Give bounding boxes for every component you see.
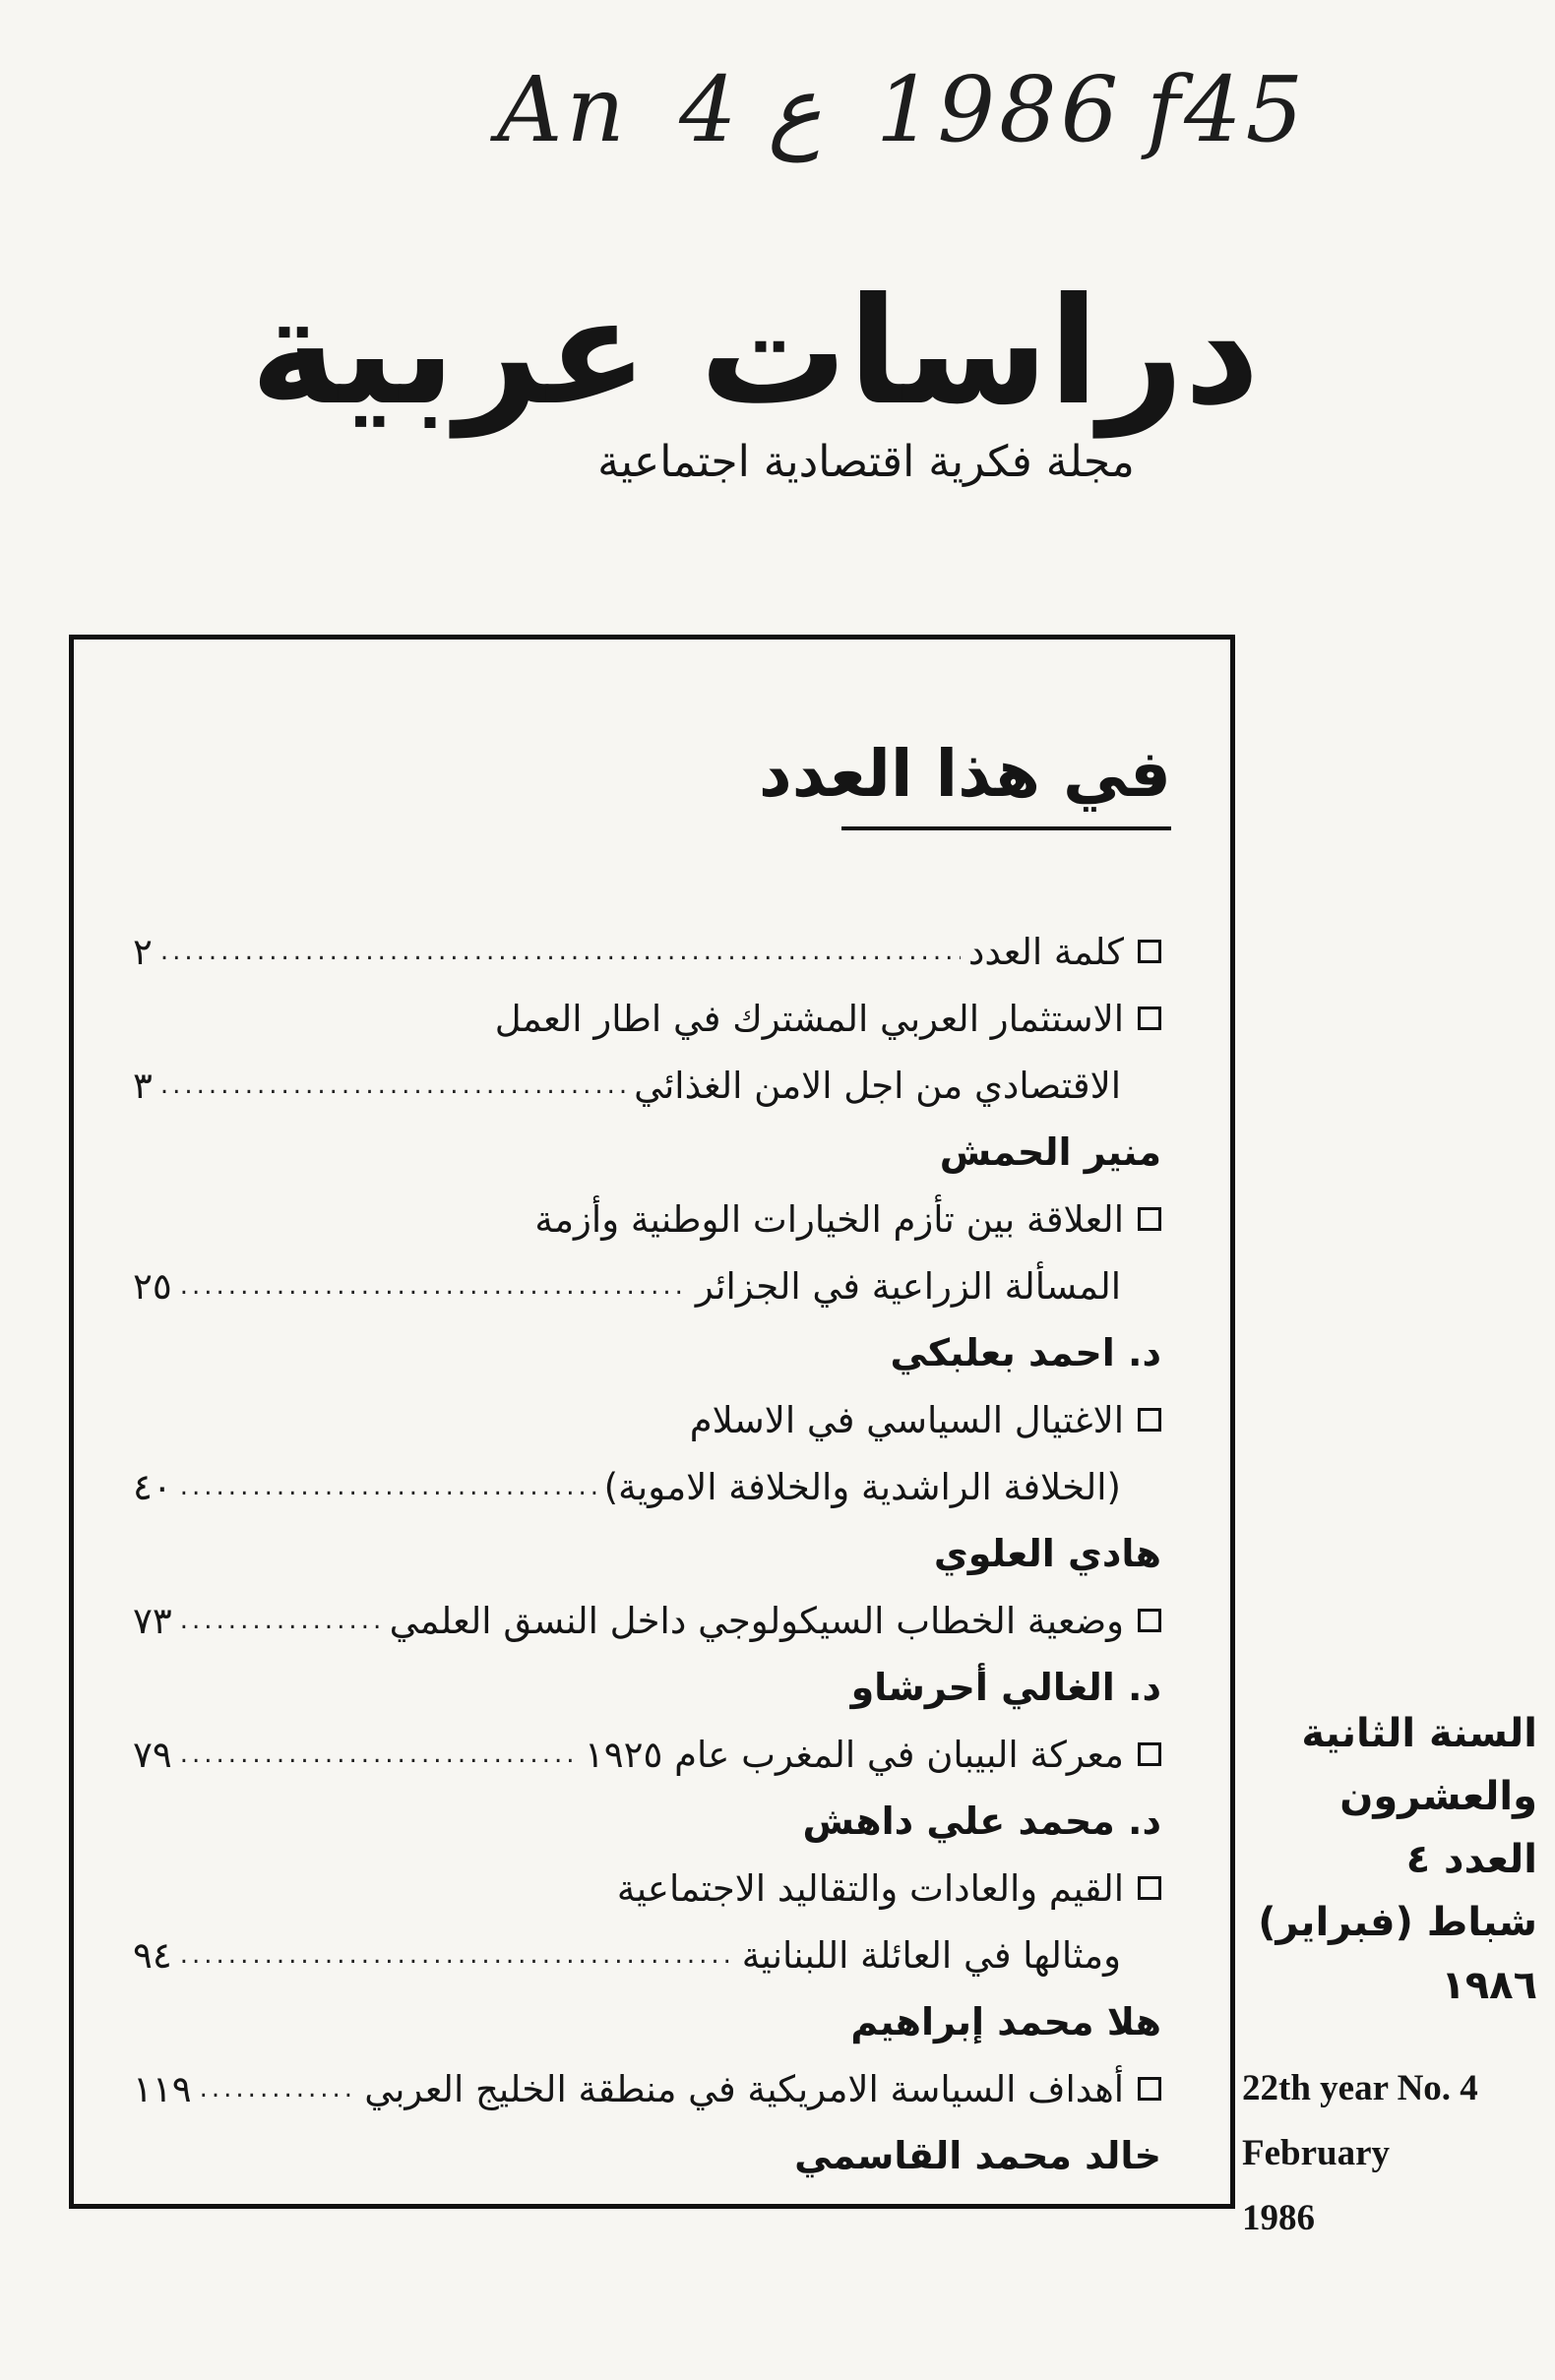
entry-title: الاقتصادي من اجل الامن الغذائي — [634, 1064, 1121, 1107]
dot-leader — [180, 1271, 688, 1301]
entry-title: أهداف السياسة الامريكية في منطقة الخليج العربي — [364, 2067, 1124, 2110]
toc-heading: في هذا العدد — [758, 736, 1171, 812]
entry-title: المسألة الزراعية في الجزائر — [695, 1264, 1121, 1308]
issue-year-line: السنة الثانية — [1301, 1711, 1537, 1756]
toc-entry-continuation — [133, 1255, 1161, 1316]
entry-author: هلا محمد إبراهيم — [850, 2000, 1161, 2044]
checkbox-square-icon — [1138, 940, 1161, 963]
issue-year-number-en: 22th year No. 4 — [1242, 2068, 1478, 2108]
entry-title: معركة البيبان في المغرب عام ١٩٢٥ — [584, 1733, 1124, 1776]
dot-leader — [180, 1606, 382, 1635]
entry-author-line — [133, 1791, 1161, 1852]
entry-title: الاغتيال السياسي في الاسلام — [689, 1398, 1124, 1441]
handwritten-code: An — [497, 57, 629, 162]
toc-entry-continuation — [133, 1456, 1161, 1517]
checkbox-square-icon — [1138, 2077, 1161, 2101]
handwritten-letter: ع — [768, 57, 822, 162]
entry-author-line — [133, 1122, 1161, 1183]
entry-title: الاستثمار العربي المشترك في اطار العمل — [494, 997, 1124, 1040]
checkbox-square-icon — [1138, 1207, 1161, 1231]
issue-month-en: February — [1242, 2133, 1391, 2173]
entry-author-line — [133, 1523, 1161, 1584]
dot-leader — [200, 2074, 357, 2104]
entry-page: ٢ — [133, 930, 153, 973]
dot-leader — [160, 1070, 626, 1100]
checkbox-square-icon — [1138, 1408, 1161, 1432]
checkbox-square-icon — [1138, 1876, 1161, 1900]
entry-title: وضعية الخطاب السيكولوجي داخل النسق العلمي — [389, 1599, 1124, 1642]
entry-page: ٤٠ — [133, 1465, 172, 1508]
toc-entry[interactable] — [133, 1724, 1161, 1785]
dot-leader — [180, 1940, 734, 1970]
issue-number: العدد ٤ — [1405, 1837, 1537, 1882]
dot-leader — [180, 1739, 577, 1769]
entry-title: ومثالها في العائلة اللبنانية — [741, 1933, 1121, 1977]
checkbox-square-icon — [1138, 1007, 1161, 1030]
issue-year: ١٩٨٦ — [1441, 1963, 1537, 2008]
toc-heading-underline — [841, 826, 1171, 830]
toc-entry-continuation — [133, 1924, 1161, 1985]
entry-page: ٧٣ — [133, 1599, 172, 1642]
handwritten-number: 4 — [679, 57, 741, 162]
issue-month: شباط (فبراير) — [1258, 1900, 1537, 1945]
entry-page: ٩٤ — [133, 1933, 172, 1977]
entry-author: د. احمد بعلبكي — [890, 1331, 1161, 1374]
masthead — [250, 267, 1260, 487]
entry-author-line — [133, 1657, 1161, 1718]
dot-leader — [160, 937, 961, 966]
dot-leader — [180, 1472, 596, 1501]
entry-title: العلاقة بين تأزم الخيارات الوطنية وأزمة — [534, 1197, 1124, 1241]
table-of-contents — [69, 635, 1235, 2209]
checkbox-square-icon — [1138, 1609, 1161, 1632]
issue-info-english — [1242, 2056, 1547, 2251]
entry-author: د. محمد علي داهش — [802, 1800, 1161, 1843]
journal-subtitle: مجلة فكرية اقتصادية اجتماعية — [597, 436, 1135, 487]
toc-entry[interactable] — [133, 1389, 1161, 1450]
entry-page: ٧٩ — [133, 1733, 172, 1776]
issue-year-line: والعشرون — [1339, 1774, 1537, 1819]
issue-year-en: 1986 — [1242, 2198, 1315, 2238]
toc-entry[interactable] — [133, 988, 1161, 1049]
entry-author-line — [133, 1991, 1161, 2052]
entry-author-line — [133, 2125, 1161, 2186]
toc-entry[interactable] — [133, 921, 1161, 982]
handwritten-ref: f45 — [1147, 57, 1308, 162]
entry-author: منير الحمش — [939, 1130, 1161, 1174]
entry-author-line — [133, 1322, 1161, 1383]
handwritten-archive-note — [497, 57, 1308, 175]
entry-title: كلمة العدد — [967, 930, 1124, 973]
toc-entry[interactable] — [133, 2058, 1161, 2119]
entry-title: القيم والعادات والتقاليد الاجتماعية — [616, 1866, 1124, 1910]
entry-page: ٢٥ — [133, 1264, 172, 1308]
toc-entry[interactable] — [133, 1590, 1161, 1651]
issue-info-arabic — [1242, 1702, 1537, 2017]
entry-page: ١١٩ — [133, 2067, 192, 2110]
entry-title: (الخلافة الراشدية والخلافة الاموية) — [603, 1465, 1121, 1508]
toc-entry[interactable] — [133, 1189, 1161, 1250]
entry-author: هادي العلوي — [933, 1532, 1161, 1575]
handwritten-year: 1986 — [876, 57, 1123, 162]
journal-title: دراسات عربية — [250, 267, 1260, 438]
checkbox-square-icon — [1138, 1742, 1161, 1766]
entry-author: خالد محمد القاسمي — [794, 2134, 1161, 2177]
toc-entry[interactable] — [133, 1858, 1161, 1919]
toc-entry-continuation — [133, 1055, 1161, 1116]
entry-page: ٣ — [133, 1064, 153, 1107]
entry-author: د. الغالي أحرشاو — [850, 1666, 1161, 1709]
